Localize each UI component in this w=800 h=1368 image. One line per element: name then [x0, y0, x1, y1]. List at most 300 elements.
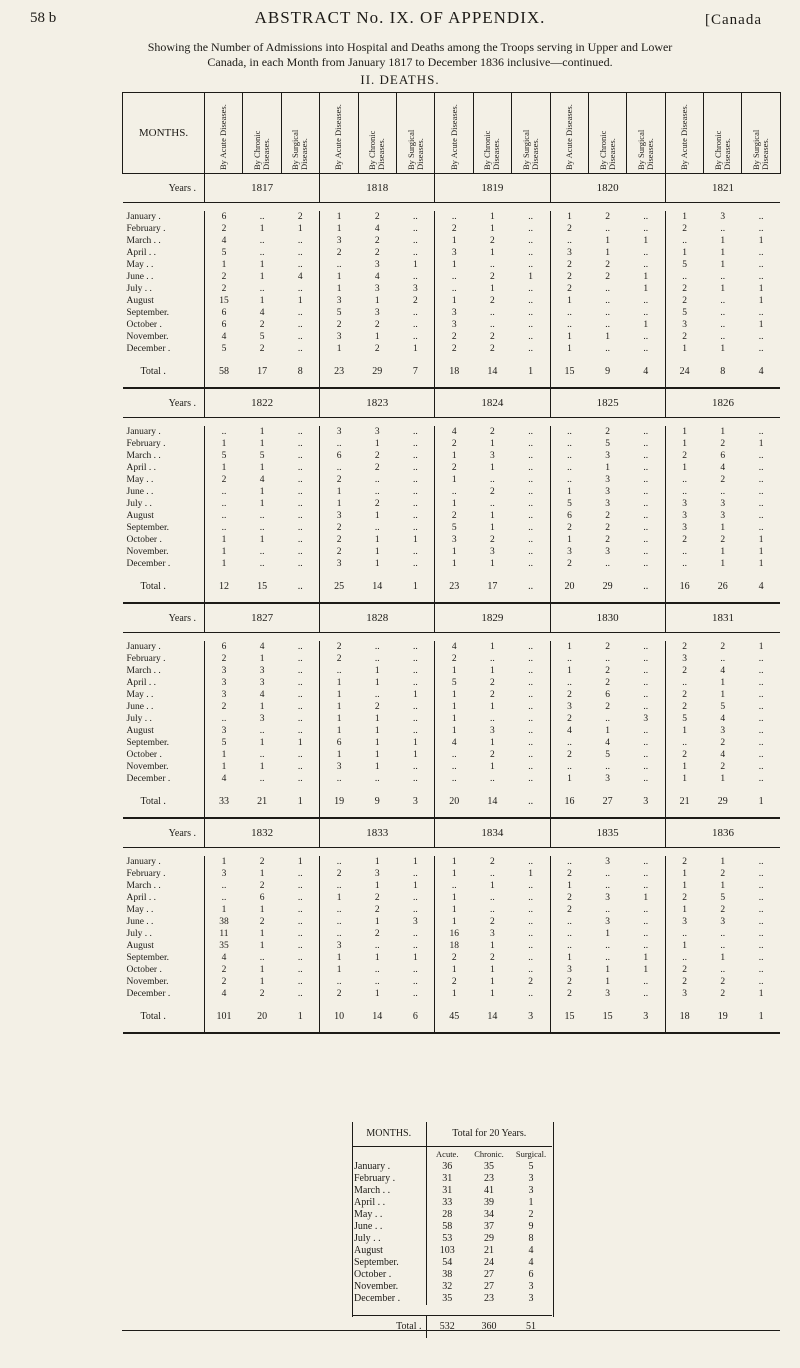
data-cell: .. [413, 439, 418, 449]
data-cell: 3 [320, 235, 358, 247]
total-row [123, 1000, 781, 1033]
summary-acute: 53 [426, 1233, 468, 1245]
data-cell: 1 [413, 690, 418, 700]
data-cell: .. [528, 881, 533, 891]
data-cell: 1 [435, 701, 473, 713]
data-cell: .. [643, 977, 649, 987]
data-cell: .. [413, 702, 418, 712]
total-cell: 1 [281, 1000, 319, 1033]
table-row [123, 426, 781, 438]
data-cell: 1 [605, 236, 610, 246]
data-cell: .. [643, 439, 649, 449]
table-row [123, 689, 781, 701]
data-cell: .. [435, 749, 473, 761]
summary-chronic: 27 [484, 1269, 494, 1280]
summary-chronic: 41 [484, 1185, 494, 1196]
data-cell: .. [550, 856, 588, 868]
data-cell: .. [720, 296, 726, 306]
summary-acute: 32 [426, 1281, 468, 1293]
data-cell: 2 [320, 319, 358, 331]
data-cell: .. [320, 259, 358, 271]
month-label: August [126, 296, 154, 306]
total-cell: 25 [320, 570, 358, 603]
data-cell: .. [528, 511, 533, 521]
column-header-label: By Acute Diseases. [218, 104, 229, 170]
data-cell: 1 [550, 773, 588, 785]
data-cell: 5 [320, 307, 358, 319]
data-cell: 15 [205, 295, 243, 307]
data-cell: .. [413, 678, 418, 688]
data-cell: 2 [435, 223, 473, 235]
data-cell: .. [720, 308, 726, 318]
data-cell: 1 [605, 977, 610, 987]
data-cell: 1 [435, 689, 473, 701]
data-cell: .. [758, 308, 764, 318]
data-cell: .. [528, 762, 533, 772]
summary-heading: Total for 20 Years. [426, 1122, 552, 1147]
data-cell: .. [643, 678, 649, 688]
data-cell: 1 [490, 248, 495, 258]
data-cell: 2 [205, 653, 243, 665]
data-cell: .. [435, 486, 473, 498]
summary-row [352, 1293, 552, 1305]
data-cell: .. [643, 857, 649, 867]
data-cell: 2 [665, 856, 703, 868]
data-cell: 1 [413, 535, 418, 545]
data-cell: 1 [205, 546, 243, 558]
year-label: 1831 [665, 603, 780, 633]
data-cell: 2 [320, 653, 358, 665]
summary-total-surgical: 51 [510, 1316, 552, 1339]
data-cell: 2 [550, 713, 588, 725]
summary-acute: 31 [426, 1173, 468, 1185]
data-cell: 1 [205, 904, 243, 916]
data-cell: .. [758, 857, 764, 867]
data-cell: 3 [374, 308, 380, 318]
data-cell: 2 [490, 236, 495, 246]
summary-surgical: 3 [528, 1185, 534, 1196]
data-cell: 1 [758, 989, 764, 999]
data-cell: .. [528, 702, 533, 712]
data-cell: 6 [205, 307, 243, 319]
summary-total-chronic: 360 [468, 1316, 510, 1339]
column-header [358, 93, 396, 174]
data-cell: 1 [205, 438, 243, 450]
data-cell: .. [643, 989, 649, 999]
data-cell: .. [297, 917, 303, 927]
data-cell: .. [758, 690, 764, 700]
data-cell: .. [413, 236, 418, 246]
total-cell: .. [627, 570, 665, 603]
data-cell: .. [643, 260, 649, 270]
section-title: II. DEATHS. [360, 72, 440, 87]
data-cell: .. [374, 475, 380, 485]
data-cell: 1 [259, 905, 265, 915]
year-row [123, 174, 781, 203]
summary-chronic: 27 [484, 1281, 494, 1292]
month-label: May . . [126, 690, 154, 700]
data-cell: .. [297, 523, 303, 533]
data-cell: 1 [205, 856, 243, 868]
data-cell: .. [528, 344, 533, 354]
summary-subheader-row [352, 1147, 552, 1162]
data-cell: 2 [720, 738, 726, 748]
data-cell: 1 [413, 344, 418, 354]
data-cell: .. [550, 940, 588, 952]
data-cell: .. [550, 761, 588, 773]
data-cell: 1 [374, 881, 380, 891]
data-cell: .. [758, 702, 764, 712]
data-cell: 1 [605, 929, 610, 939]
data-cell: 2 [205, 964, 243, 976]
summary-row [352, 1245, 552, 1257]
table-row [123, 558, 781, 570]
data-cell: .. [550, 737, 588, 749]
data-cell: 1 [259, 654, 265, 664]
data-cell: 1 [643, 965, 649, 975]
data-cell: .. [720, 929, 726, 939]
data-cell: 1 [374, 989, 380, 999]
data-cell: 4 [435, 641, 473, 653]
year-label: 1817 [205, 174, 320, 203]
data-cell: .. [528, 308, 533, 318]
data-cell: .. [605, 320, 610, 330]
data-cell: .. [528, 547, 533, 557]
data-cell: 2 [550, 904, 588, 916]
data-cell: 1 [490, 642, 495, 652]
data-cell: .. [605, 714, 610, 724]
data-cell: .. [320, 773, 358, 785]
data-cell: .. [297, 989, 303, 999]
data-cell: 2 [259, 320, 265, 330]
data-cell: 1 [374, 547, 380, 557]
data-cell: .. [758, 332, 764, 342]
data-cell: .. [528, 212, 533, 222]
data-cell: .. [643, 224, 649, 234]
data-cell: 6 [205, 641, 243, 653]
data-cell: 1 [435, 856, 473, 868]
month-label: August [126, 511, 154, 521]
data-cell: 1 [720, 248, 726, 258]
data-cell: 1 [413, 857, 418, 867]
summary-surgical-header: Surgical. [515, 1149, 547, 1159]
year-label: 1834 [435, 818, 550, 848]
data-cell: 1 [605, 332, 610, 342]
month-label: December . [126, 774, 171, 784]
data-cell: 1 [320, 498, 358, 510]
data-cell: 4 [259, 308, 265, 318]
summary-month: March . . [354, 1185, 391, 1196]
data-cell: 1 [665, 904, 703, 916]
data-cell: 1 [605, 463, 610, 473]
data-cell: 2 [550, 223, 588, 235]
total-cell: 23 [320, 355, 358, 388]
data-cell: .. [528, 451, 533, 461]
data-cell: 2 [205, 283, 243, 295]
data-cell: 1 [205, 749, 243, 761]
summary-surgical: 2 [528, 1209, 534, 1220]
data-cell: 1 [205, 462, 243, 474]
data-cell: 2 [605, 272, 610, 282]
data-cell: 2 [550, 522, 588, 534]
data-cell: 5 [259, 332, 265, 342]
summary-surgical: 5 [528, 1161, 534, 1172]
data-cell: .. [413, 320, 418, 330]
data-cell: .. [413, 654, 418, 664]
data-cell: .. [374, 941, 380, 951]
data-cell: 2 [490, 953, 495, 963]
data-cell: 1 [720, 559, 726, 569]
data-cell: 2 [435, 331, 473, 343]
data-cell: 2 [490, 678, 495, 688]
total-cell: 20 [435, 785, 473, 818]
total-cell: 14 [358, 570, 396, 603]
data-cell: .. [374, 690, 380, 700]
data-cell: 1 [297, 224, 303, 234]
data-cell: 3 [413, 284, 418, 294]
data-cell: .. [643, 332, 649, 342]
total-cell: 1 [512, 355, 550, 388]
data-cell: 2 [297, 212, 303, 222]
year-label: 1820 [550, 174, 665, 203]
summary-blank [352, 1147, 426, 1162]
summary-acute: 103 [426, 1245, 468, 1257]
data-cell: 2 [374, 905, 380, 915]
summary-chronic: 23 [484, 1293, 494, 1304]
data-cell: 2 [435, 976, 473, 988]
data-cell: 2 [490, 272, 495, 282]
data-cell: 1 [665, 880, 703, 892]
data-cell: 1 [259, 439, 265, 449]
data-cell: 2 [550, 988, 588, 1000]
month-label: December . [126, 344, 171, 354]
data-cell: 1 [435, 474, 473, 486]
data-cell: .. [758, 917, 764, 927]
month-label: January . [126, 857, 161, 867]
data-cell: 1 [374, 750, 380, 760]
data-cell: .. [528, 774, 533, 784]
data-cell: .. [528, 439, 533, 449]
data-cell: .. [605, 224, 610, 234]
data-cell: 1 [665, 211, 703, 223]
data-cell: 2 [374, 236, 380, 246]
data-cell: .. [643, 726, 649, 736]
total-cell: 15 [588, 1000, 626, 1033]
data-cell: 2 [374, 212, 380, 222]
data-cell: 1 [320, 701, 358, 713]
data-cell: 1 [374, 726, 380, 736]
data-cell: 1 [550, 880, 588, 892]
table-row [123, 223, 781, 235]
data-cell: 1 [550, 952, 588, 964]
data-cell: .. [413, 559, 418, 569]
table-row [123, 259, 781, 271]
data-cell: 1 [320, 271, 358, 283]
data-cell: .. [528, 487, 533, 497]
data-cell: 4 [259, 642, 265, 652]
total-cell: 26 [704, 570, 742, 603]
column-header-label: By Surgical Diseases. [290, 129, 310, 170]
column-header [320, 93, 358, 174]
data-cell: .. [643, 559, 649, 569]
column-header [473, 93, 511, 174]
year-label: 1826 [665, 388, 780, 418]
data-cell: 1 [490, 212, 495, 222]
total-cell: 18 [435, 355, 473, 388]
data-cell: .. [490, 774, 495, 784]
data-cell: 1 [665, 773, 703, 785]
data-cell: 1 [374, 917, 380, 927]
data-cell: .. [720, 320, 726, 330]
data-cell: .. [490, 905, 495, 915]
data-cell: .. [758, 893, 764, 903]
data-cell: 2 [320, 474, 358, 486]
spacer-row [123, 848, 781, 857]
summary-surgical: 3 [528, 1293, 534, 1304]
data-cell: .. [297, 702, 303, 712]
data-cell: 3 [205, 868, 243, 880]
years-label: Years . [123, 603, 205, 633]
data-cell: .. [643, 738, 649, 748]
data-cell: 2 [490, 750, 495, 760]
data-cell: .. [490, 475, 495, 485]
data-cell: .. [297, 499, 303, 509]
data-cell: 3 [490, 726, 495, 736]
data-cell: 1 [435, 546, 473, 558]
data-cell: .. [550, 677, 588, 689]
data-cell: .. [435, 283, 473, 295]
data-cell: 16 [435, 928, 473, 940]
summary-months-header: MONTHS. [352, 1122, 426, 1147]
column-header-label: By Surgical Diseases. [751, 129, 771, 170]
data-cell: .. [758, 905, 764, 915]
data-cell: .. [297, 893, 303, 903]
data-cell: 2 [665, 534, 703, 546]
table-row [123, 438, 781, 450]
data-cell: .. [297, 977, 303, 987]
data-cell: .. [758, 260, 764, 270]
data-cell: 2 [605, 212, 610, 222]
data-cell: 2 [605, 260, 610, 270]
data-cell: .. [259, 750, 265, 760]
data-cell: 1 [665, 725, 703, 737]
month-label: November. [126, 547, 169, 557]
data-cell: .. [435, 880, 473, 892]
spacer-row [123, 203, 781, 212]
data-cell: .. [528, 642, 533, 652]
data-cell: 2 [550, 749, 588, 761]
data-cell: 2 [720, 642, 726, 652]
data-cell: 2 [720, 475, 726, 485]
total-cell: 1 [396, 570, 434, 603]
data-cell: .. [528, 224, 533, 234]
total-label: Total . [123, 570, 205, 603]
data-cell: 3 [320, 940, 358, 952]
total-cell: 14 [473, 785, 511, 818]
data-cell: .. [605, 284, 610, 294]
data-cell: 1 [435, 450, 473, 462]
data-cell: 2 [550, 976, 588, 988]
data-cell: .. [297, 941, 303, 951]
data-cell: 1 [413, 881, 418, 891]
data-cell: 1 [550, 295, 588, 307]
data-cell: 4 [205, 773, 243, 785]
data-cell: 1 [490, 666, 495, 676]
column-header-label: By Acute Diseases. [448, 104, 459, 170]
data-cell: 3 [665, 988, 703, 1000]
data-cell: .. [297, 535, 303, 545]
data-cell: 2 [490, 296, 495, 306]
table-row [123, 474, 781, 486]
data-cell: 1 [297, 738, 303, 748]
data-cell: 1 [643, 953, 649, 963]
data-cell: 4 [720, 750, 726, 760]
data-cell: 5 [550, 498, 588, 510]
data-cell: .. [374, 487, 380, 497]
data-cell: .. [528, 248, 533, 258]
month-label: February . [126, 439, 166, 449]
table-row [123, 952, 781, 964]
data-cell: 5 [720, 893, 726, 903]
data-cell: 1 [605, 248, 610, 258]
column-header-label: By Chronic Diseases. [712, 130, 732, 170]
data-cell: 2 [720, 989, 726, 999]
data-cell: 2 [550, 892, 588, 904]
column-header-label: By Chronic Diseases. [597, 130, 617, 170]
summary-row [352, 1173, 552, 1185]
year-label: 1818 [320, 174, 435, 203]
data-cell: .. [297, 320, 303, 330]
data-cell: 1 [435, 892, 473, 904]
data-cell: 3 [435, 319, 473, 331]
data-cell: .. [528, 260, 533, 270]
data-cell: .. [413, 248, 418, 258]
data-cell: .. [297, 451, 303, 461]
column-header-label: By Surgical Diseases. [520, 129, 540, 170]
data-cell: 2 [205, 223, 243, 235]
data-cell: 1 [490, 284, 495, 294]
data-cell: .. [758, 762, 764, 772]
data-cell: .. [413, 762, 418, 772]
data-cell: .. [550, 462, 588, 474]
data-cell: .. [550, 426, 588, 438]
summary-total-label: Total . [352, 1316, 426, 1339]
data-cell: .. [413, 642, 418, 652]
total-cell: 19 [704, 1000, 742, 1033]
month-label: July . . [126, 284, 152, 294]
summary-month: October . [354, 1269, 392, 1280]
data-cell: .. [413, 666, 418, 676]
data-cell: .. [297, 475, 303, 485]
table-row [123, 283, 781, 295]
data-cell: .. [550, 653, 588, 665]
data-cell: .. [374, 774, 380, 784]
data-cell: 5 [605, 439, 610, 449]
data-cell: .. [758, 224, 764, 234]
data-cell: .. [643, 941, 649, 951]
data-cell: 2 [605, 511, 610, 521]
table-row [123, 725, 781, 737]
data-cell: 1 [435, 988, 473, 1000]
data-cell: 3 [205, 677, 243, 689]
month-label: November. [126, 977, 169, 987]
spacer-row [123, 633, 781, 642]
data-cell: 4 [259, 690, 265, 700]
data-cell: 3 [205, 665, 243, 677]
total-cell: 7 [396, 355, 434, 388]
data-cell: 1 [435, 725, 473, 737]
data-cell: 6 [205, 319, 243, 331]
